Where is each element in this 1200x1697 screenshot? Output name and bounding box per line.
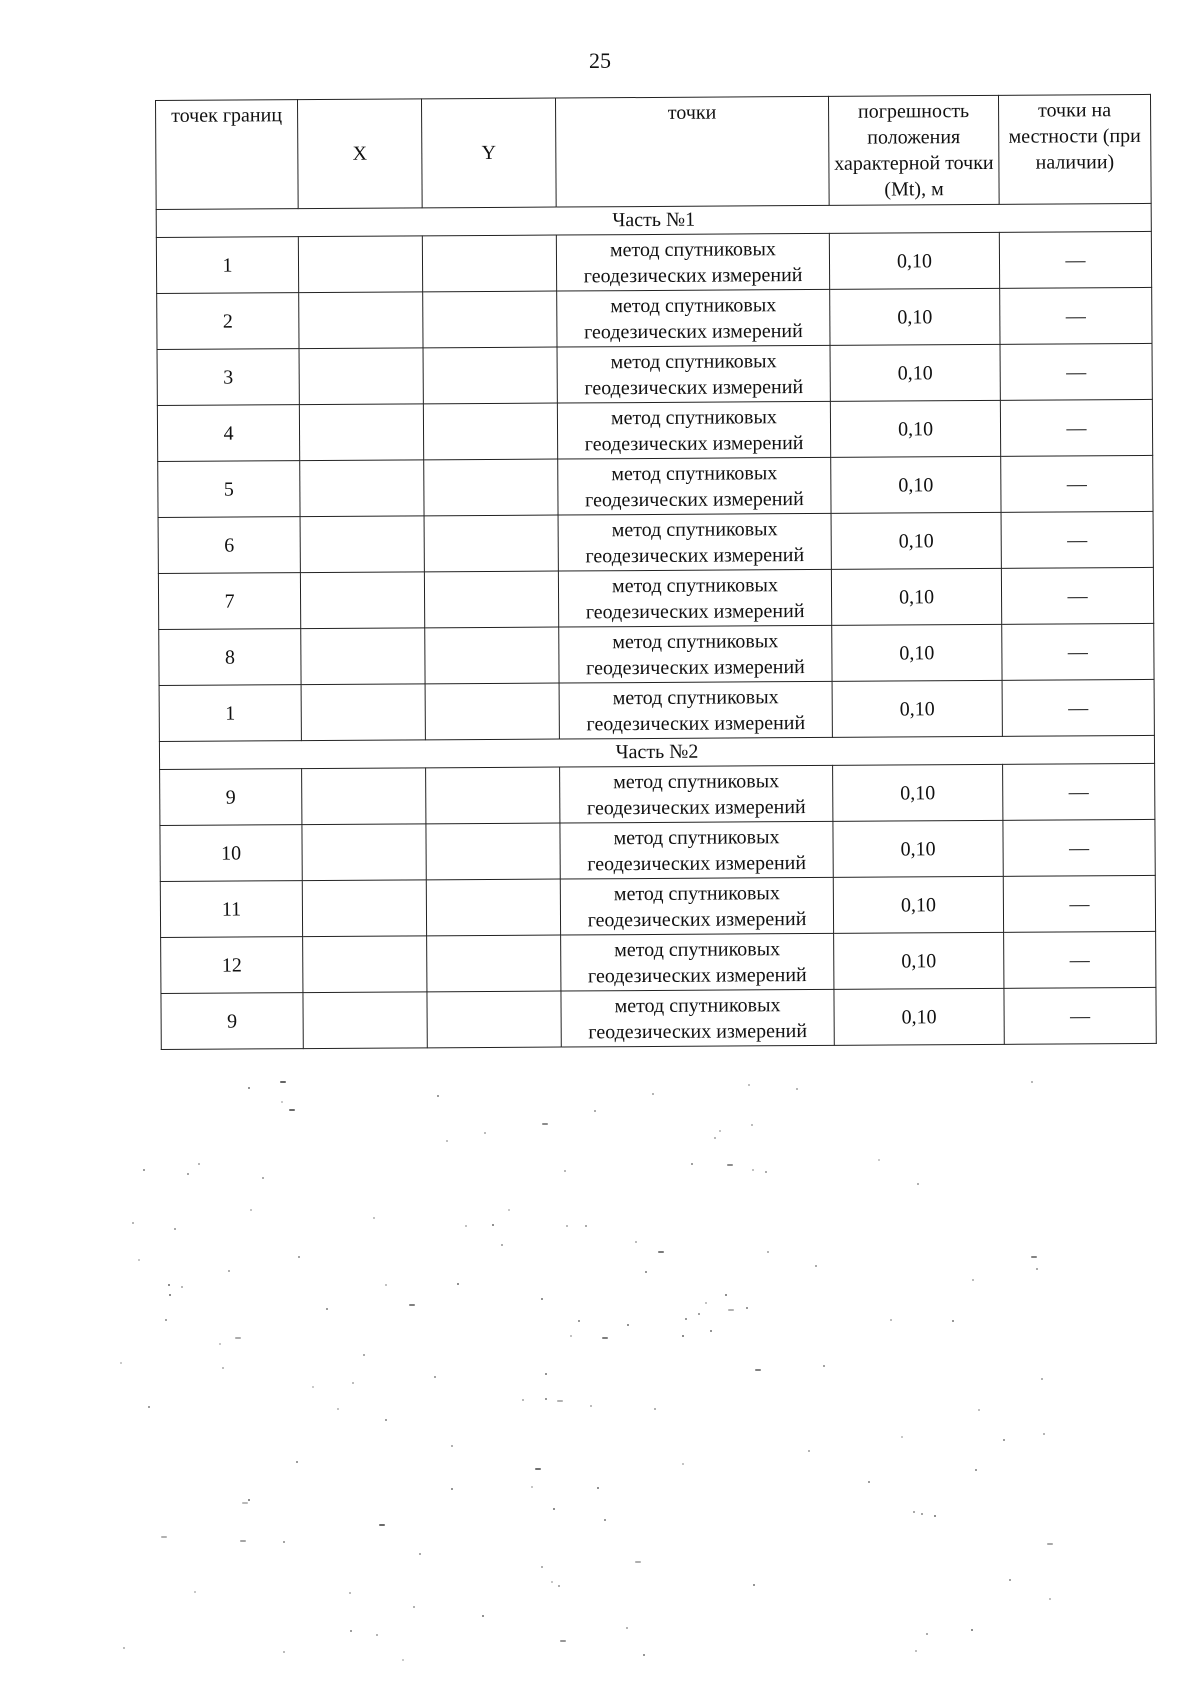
mark-cell: — xyxy=(1001,511,1153,568)
table-row xyxy=(161,931,1156,993)
scan-speck xyxy=(280,1081,286,1083)
scan-speck xyxy=(1043,1433,1045,1435)
section-title: Часть №2 xyxy=(159,735,1154,769)
boundary-points-table xyxy=(155,94,1157,1050)
scan-speck xyxy=(262,1177,264,1179)
scan-speck xyxy=(627,1324,629,1326)
table-row xyxy=(159,679,1154,741)
point-number-cell: 1 xyxy=(156,237,298,294)
scan-speck xyxy=(1009,1579,1011,1581)
scan-speck xyxy=(585,1225,587,1227)
scan-speck xyxy=(248,1087,250,1089)
error-value-cell: 0,10 xyxy=(831,456,1001,513)
scan-speck xyxy=(413,1606,415,1608)
x-coordinate-cell xyxy=(301,684,425,741)
x-coordinate-cell xyxy=(302,880,426,937)
scan-speck xyxy=(492,1224,494,1226)
table-row xyxy=(157,343,1152,405)
mark-cell: — xyxy=(1003,763,1155,820)
error-value-cell: 0,10 xyxy=(832,680,1002,737)
table-row xyxy=(160,819,1155,881)
method-line-2: геодезических измерений xyxy=(584,431,804,455)
method-cell xyxy=(560,821,833,879)
scan-speck xyxy=(796,1088,798,1090)
mark-cell: — xyxy=(1002,623,1154,680)
scan-speck xyxy=(815,1265,817,1267)
method-line-1: метод спутниковых xyxy=(610,349,777,373)
y-coordinate-cell xyxy=(424,459,558,516)
scan-speck xyxy=(570,1335,572,1337)
scan-speck xyxy=(926,1633,928,1635)
header-y: Y xyxy=(421,98,556,208)
y-coordinate-cell xyxy=(426,879,560,936)
y-coordinate-cell xyxy=(427,991,561,1048)
scan-speck xyxy=(174,1228,176,1230)
scan-speck xyxy=(363,1354,365,1356)
method-line-1: метод спутниковых xyxy=(611,517,778,541)
table-row xyxy=(160,875,1155,937)
scan-speck xyxy=(753,1584,755,1586)
scan-speck xyxy=(228,1270,230,1272)
scan-speck xyxy=(682,1463,684,1465)
scan-speck xyxy=(148,1406,150,1408)
point-number-cell: 8 xyxy=(159,629,301,686)
error-value-cell: 0,10 xyxy=(829,232,999,289)
method-cell xyxy=(558,457,831,515)
mark-cell: — xyxy=(1000,287,1152,344)
method-line-2: геодезических измерений xyxy=(583,263,803,287)
x-coordinate-cell xyxy=(299,292,423,349)
scan-speck xyxy=(437,1095,439,1097)
mark-cell: — xyxy=(1002,679,1154,736)
scan-speck xyxy=(635,1241,637,1243)
mark-cell: — xyxy=(999,231,1151,288)
scan-speck xyxy=(1049,1598,1051,1600)
point-number-cell: 2 xyxy=(157,293,299,350)
header-mark: точки на местности (при наличии) xyxy=(998,94,1151,204)
scan-speck xyxy=(535,1468,541,1470)
scan-speck xyxy=(652,1093,654,1095)
method-line-2: геодезических измерений xyxy=(586,711,806,735)
scan-speck xyxy=(558,1585,560,1587)
error-value-cell: 0,10 xyxy=(830,344,1000,401)
scan-speck xyxy=(235,1337,241,1339)
x-coordinate-cell xyxy=(301,628,425,685)
mark-cell: — xyxy=(1000,343,1152,400)
scan-speck xyxy=(972,1279,974,1281)
scan-speck xyxy=(691,1163,693,1165)
scan-speck xyxy=(283,1651,285,1653)
scan-speck xyxy=(921,1513,923,1515)
method-cell xyxy=(557,289,830,347)
method-cell xyxy=(557,401,830,459)
scan-speck xyxy=(522,1399,524,1401)
scan-speck xyxy=(385,1419,387,1421)
method-line-1: метод спутниковых xyxy=(613,825,780,849)
scan-speck xyxy=(578,1320,580,1322)
point-number-cell: 7 xyxy=(158,573,300,630)
scan-speck xyxy=(296,1461,298,1463)
table-body xyxy=(156,203,1156,1049)
scan-speck xyxy=(597,1487,599,1489)
scan-speck xyxy=(1047,1543,1053,1545)
scan-speck xyxy=(250,1209,252,1211)
point-number-cell: 4 xyxy=(157,405,299,462)
scan-speck xyxy=(373,1217,375,1219)
scan-speck xyxy=(385,1284,387,1286)
scan-speck xyxy=(643,1654,645,1656)
method-line-1: метод спутниковых xyxy=(612,629,779,653)
scan-speck xyxy=(240,1540,246,1542)
method-line-1: метод спутниковых xyxy=(611,573,778,597)
point-number-cell: 5 xyxy=(158,461,300,518)
scan-speck xyxy=(560,1640,566,1642)
scan-speck xyxy=(767,1251,769,1253)
x-coordinate-cell xyxy=(300,572,424,629)
error-value-cell: 0,10 xyxy=(834,932,1004,989)
x-coordinate-cell xyxy=(300,516,424,573)
method-cell xyxy=(561,933,834,991)
scan-speck xyxy=(685,1318,687,1320)
scan-speck xyxy=(698,1313,700,1315)
error-value-cell: 0,10 xyxy=(830,288,1000,345)
scan-speck xyxy=(531,1486,533,1488)
scan-speck xyxy=(765,1171,767,1173)
y-coordinate-cell xyxy=(423,291,557,348)
scan-speck xyxy=(645,1271,647,1273)
table-row xyxy=(160,763,1155,825)
mark-cell: — xyxy=(1004,931,1156,988)
scan-speck xyxy=(312,1386,314,1388)
error-value-cell: 0,10 xyxy=(831,568,1001,625)
method-line-1: метод спутниковых xyxy=(614,937,781,961)
scan-speck xyxy=(198,1163,200,1165)
y-coordinate-cell xyxy=(427,935,561,992)
method-line-1: метод спутниковых xyxy=(613,769,780,793)
scan-speck xyxy=(748,1084,750,1086)
method-line-2: геодезических измерений xyxy=(585,543,805,567)
x-coordinate-cell xyxy=(300,460,424,517)
scan-speck xyxy=(169,1294,171,1296)
y-coordinate-cell xyxy=(425,627,559,684)
scan-speck xyxy=(890,1319,892,1321)
scan-speck xyxy=(409,1304,415,1306)
method-line-1: метод спутниковых xyxy=(613,881,780,905)
error-value-cell: 0,10 xyxy=(833,764,1003,821)
scan-speck xyxy=(728,1309,734,1311)
scan-speck xyxy=(350,1630,352,1632)
scan-speck xyxy=(719,1130,721,1132)
table-row xyxy=(158,455,1153,517)
scan-speck xyxy=(751,1124,753,1126)
method-line-1: метод спутниковых xyxy=(610,293,777,317)
scan-speck xyxy=(714,1137,716,1139)
scan-speck xyxy=(551,1581,553,1583)
scan-speck xyxy=(1036,1268,1038,1270)
scan-speck xyxy=(635,1561,641,1563)
scan-speck xyxy=(952,1320,954,1322)
method-cell xyxy=(556,233,829,291)
scan-speck xyxy=(915,1650,917,1652)
scan-speck xyxy=(975,1469,977,1471)
scan-speck xyxy=(349,1592,351,1594)
scan-speck xyxy=(352,1382,354,1384)
scan-speck xyxy=(727,1164,733,1166)
scan-speck xyxy=(564,1170,566,1172)
scan-speck xyxy=(283,1541,285,1543)
mark-cell: — xyxy=(1004,987,1156,1044)
scan-speck xyxy=(326,1308,328,1310)
method-line-2: геодезических измерений xyxy=(587,963,807,987)
scan-speck xyxy=(557,1400,563,1402)
scan-speck xyxy=(934,1515,936,1517)
method-line-1: метод спутниковых xyxy=(612,685,779,709)
scan-speck xyxy=(508,1209,510,1211)
scan-speck xyxy=(482,1615,484,1617)
scan-speck xyxy=(755,1369,761,1371)
scan-speck xyxy=(971,1629,973,1631)
scan-speck xyxy=(752,1169,754,1171)
mark-cell: — xyxy=(1001,455,1153,512)
method-line-2: геодезических измерений xyxy=(583,319,803,343)
scan-speck xyxy=(868,1481,870,1483)
header-x: X xyxy=(298,99,423,209)
point-number-cell: 6 xyxy=(158,517,300,574)
scan-speck xyxy=(901,1436,903,1438)
scan-speck xyxy=(545,1398,547,1400)
scan-speck xyxy=(542,1123,548,1125)
scan-speck xyxy=(484,1132,486,1134)
scan-speck xyxy=(143,1169,145,1171)
point-number-cell: 12 xyxy=(161,937,303,994)
scan-speck xyxy=(298,1256,300,1258)
table-row xyxy=(159,623,1154,685)
method-cell xyxy=(559,625,832,683)
header-error: погрешность положения характерной точки (Mt), м xyxy=(828,95,999,205)
scan-speck xyxy=(823,1365,825,1367)
scan-speck xyxy=(808,1450,810,1452)
scan-speck xyxy=(978,1409,980,1411)
scan-speck xyxy=(376,1634,378,1636)
scan-speck xyxy=(181,1286,183,1288)
scan-speck xyxy=(626,1627,628,1629)
mark-cell: — xyxy=(1001,567,1153,624)
x-coordinate-cell xyxy=(303,936,427,993)
scan-speck xyxy=(187,1173,189,1175)
y-coordinate-cell xyxy=(426,767,560,824)
method-line-2: геодезических измерений xyxy=(588,1019,808,1043)
scan-speck xyxy=(746,1307,748,1309)
method-line-1: метод спутниковых xyxy=(609,237,776,261)
scan-speck xyxy=(289,1109,295,1111)
method-line-2: геодезических измерений xyxy=(586,655,805,679)
x-coordinate-cell xyxy=(299,404,423,461)
scan-speck xyxy=(138,1259,140,1261)
scan-speck xyxy=(402,1659,404,1661)
error-value-cell: 0,10 xyxy=(833,876,1003,933)
method-cell xyxy=(560,877,833,935)
method-line-1: метод спутниковых xyxy=(611,461,778,485)
x-coordinate-cell xyxy=(302,824,426,881)
scan-speck xyxy=(161,1536,167,1538)
method-cell xyxy=(558,569,831,627)
section-title: Часть №1 xyxy=(156,203,1151,237)
scan-speck xyxy=(434,1376,436,1378)
method-cell xyxy=(561,989,834,1047)
page-number: 25 xyxy=(589,48,611,73)
scan-speck xyxy=(120,1362,122,1364)
y-coordinate-cell xyxy=(423,403,557,460)
method-cell xyxy=(560,765,833,823)
scan-speck xyxy=(878,1159,880,1161)
header-point-number: точек границ xyxy=(156,100,299,210)
method-cell xyxy=(557,345,830,403)
scan-speck xyxy=(1031,1256,1037,1258)
scan-speck xyxy=(594,1110,596,1112)
scan-speck xyxy=(457,1283,459,1285)
y-coordinate-cell xyxy=(422,235,556,292)
method-line-2: геодезических измерений xyxy=(586,795,806,819)
scan-speck xyxy=(658,1251,664,1253)
point-number-cell: 10 xyxy=(160,825,302,882)
table-header-row xyxy=(156,94,1152,209)
scan-speck xyxy=(725,1294,727,1296)
method-line-1: метод спутниковых xyxy=(614,993,781,1017)
scan-speck xyxy=(419,1553,421,1555)
scan-speck xyxy=(710,1330,712,1332)
header-method: точки xyxy=(555,96,829,207)
table-row xyxy=(158,567,1153,629)
scan-speck xyxy=(654,1408,656,1410)
scan-speck xyxy=(337,1408,339,1410)
scan-speck xyxy=(917,1183,919,1185)
scan-speck xyxy=(541,1298,543,1300)
scan-speck xyxy=(451,1488,453,1490)
scan-speck xyxy=(123,1647,125,1649)
method-cell xyxy=(559,681,832,739)
scan-speck xyxy=(1031,1081,1033,1083)
error-value-cell: 0,10 xyxy=(832,624,1002,681)
scan-speck xyxy=(248,1499,250,1501)
error-value-cell: 0,10 xyxy=(833,820,1003,877)
scan-speck xyxy=(132,1222,134,1224)
scan-speck xyxy=(541,1566,543,1568)
table-row xyxy=(157,287,1152,349)
error-value-cell: 0,10 xyxy=(831,512,1001,569)
y-coordinate-cell xyxy=(424,515,558,572)
table-row xyxy=(157,399,1152,461)
scan-speck xyxy=(553,1508,555,1510)
mark-cell: — xyxy=(1003,875,1155,932)
scan-speck xyxy=(281,1101,283,1103)
method-line-2: геодезических измерений xyxy=(587,851,807,875)
x-coordinate-cell xyxy=(303,992,427,1049)
scan-speck xyxy=(451,1445,453,1447)
point-number-cell: 3 xyxy=(157,349,299,406)
scan-speck xyxy=(465,1225,467,1227)
method-line-2: геодезических измерений xyxy=(585,487,804,511)
scan-speck xyxy=(602,1337,608,1339)
method-line-1: метод спутниковых xyxy=(610,405,777,429)
scan-speck xyxy=(194,1591,196,1593)
scan-speck xyxy=(165,1319,167,1321)
point-number-cell: 9 xyxy=(160,769,302,826)
scan-speck xyxy=(219,1343,221,1345)
error-value-cell: 0,10 xyxy=(830,400,1000,457)
scan-speck xyxy=(913,1511,915,1513)
y-coordinate-cell xyxy=(425,683,559,740)
x-coordinate-cell xyxy=(299,348,423,405)
scan-speck xyxy=(566,1225,568,1227)
method-line-2: геодезических измерений xyxy=(585,599,805,623)
method-line-2: геодезических измерений xyxy=(587,907,807,931)
point-number-cell: 9 xyxy=(161,993,303,1050)
y-coordinate-cell xyxy=(423,347,557,404)
scan-speck xyxy=(604,1519,606,1521)
x-coordinate-cell xyxy=(302,768,426,825)
method-cell xyxy=(558,513,831,571)
y-coordinate-cell xyxy=(424,571,558,628)
scan-speck xyxy=(446,1140,448,1142)
scan-speck xyxy=(379,1524,385,1526)
table-row xyxy=(156,231,1151,293)
scan-speck xyxy=(501,1244,503,1246)
scan-speck xyxy=(242,1502,248,1504)
mark-cell: — xyxy=(1000,399,1152,456)
method-line-2: геодезических измерений xyxy=(584,375,804,399)
y-coordinate-cell xyxy=(426,823,560,880)
scan-speck xyxy=(1041,1378,1043,1380)
table-row xyxy=(158,511,1153,573)
error-value-cell: 0,10 xyxy=(834,988,1004,1045)
scan-speck xyxy=(682,1335,684,1337)
scan-speck xyxy=(222,1367,224,1369)
table-row xyxy=(161,987,1156,1049)
scan-speck xyxy=(168,1284,170,1286)
scan-speck xyxy=(1003,1439,1005,1441)
scan-speck xyxy=(545,1373,547,1375)
scan-speck xyxy=(590,1405,592,1407)
x-coordinate-cell xyxy=(298,236,422,293)
point-number-cell: 11 xyxy=(160,881,302,938)
mark-cell: — xyxy=(1003,819,1155,876)
scan-speck xyxy=(705,1302,707,1304)
point-number-cell: 1 xyxy=(159,685,301,742)
